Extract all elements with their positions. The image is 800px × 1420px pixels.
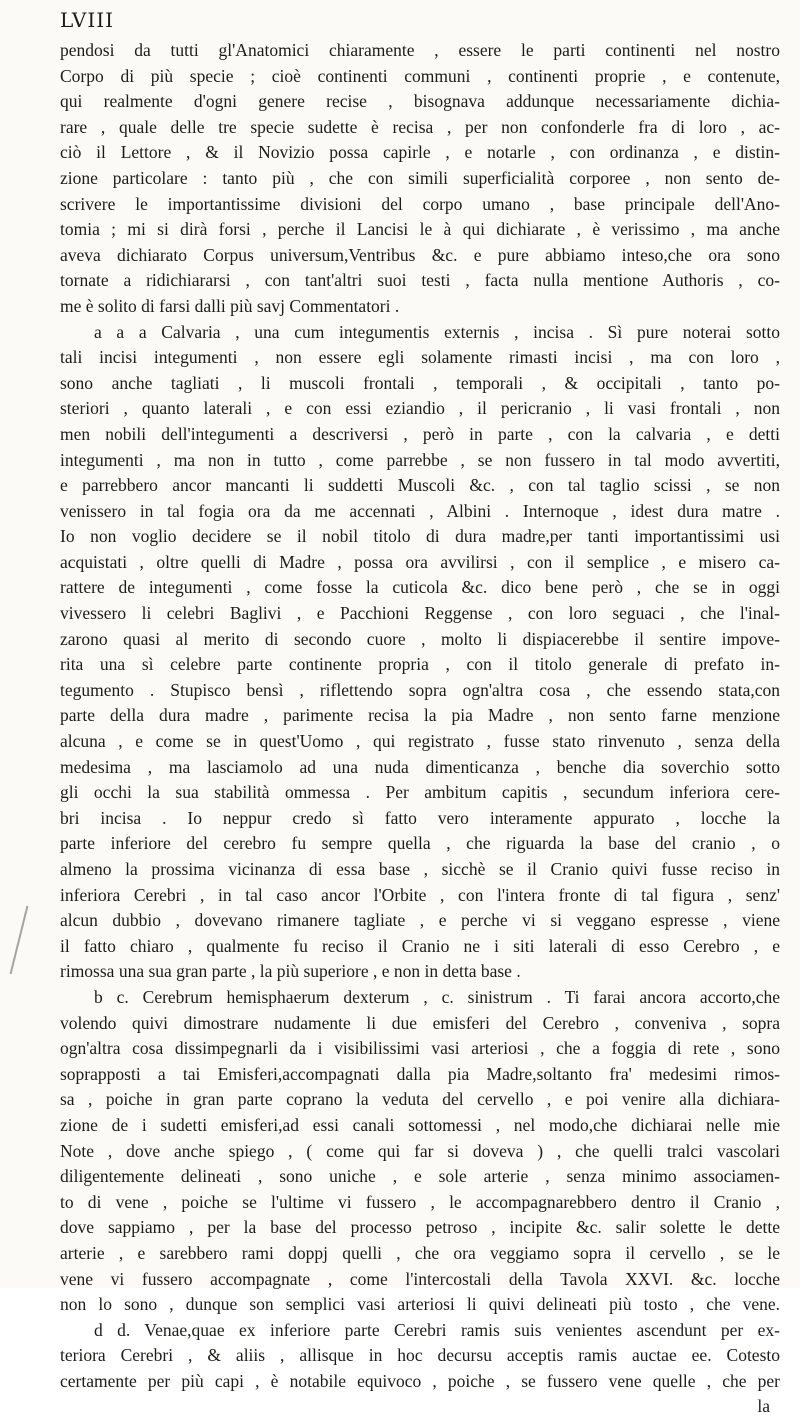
text-line: parte inferiore del cerebro fu sempre quella , che riguarda la base del cranio , o — [60, 833, 780, 854]
text-line: qui realmente d'ogni genere recise , bisognava addunque necessariamente dichia- — [60, 91, 780, 112]
text-line: rare , quale delle tre specie sudette è recisa , per non confonderle fra di loro , ac- — [60, 116, 780, 137]
text-line: to di vene , poiche se l'ultime vi fussero , le accompagnarebbero dentro il Cranio , — [60, 1191, 780, 1212]
text-line: sono anche tagliati , li muscoli frontali , temporali , & occipitali , tanto po- — [60, 372, 780, 393]
text-line: sa , poiche in gran parte coprano la veduta del cervello , e poi venire alla dichiara- — [60, 1089, 780, 1110]
text-line: me è solito di farsi dalli più savj Commentatori . — [60, 295, 400, 316]
text-line: Corpo di più specie ; cioè continenti communi , continenti proprie , e contenute, — [60, 65, 780, 86]
text-line: Note , dove anche spiego , ( come qui far si doveva ) , che quelli tralci vascolari — [60, 1140, 780, 1161]
text-line: parte della dura madre , parimente recisa la pia Madre , non sento farne menzione — [60, 705, 780, 726]
text-line: non lo sono , dunque son semplici vasi arteriosi li quivi delineati più tosto , che vene. — [60, 1294, 780, 1315]
text-line: alcuna , e come se in quest'Uomo , qui registrato , fusse stato rinvenuto , senza della — [60, 731, 780, 752]
text-line: rimossa una sua gran parte , la più superiore , e non in detta base . — [60, 961, 521, 982]
text-line: il fatto chiaro , qualmente fu reciso il Cranio ne i siti laterali di esso Cerebro , e — [60, 935, 780, 956]
body-text — [60, 38, 780, 1420]
text-line: integumenti , ma non in tutto , come parrebbe , se non fussero in tal modo avvertiti, — [60, 449, 780, 470]
text-line: bri incisa . Io neppur credo sì fatto vero interamente appurato , locche la — [60, 807, 780, 828]
text-line: rita una sì celebre parte continente propria , con il titolo generale di prefato in- — [60, 654, 780, 675]
text-line: arterie , e sarebbero rami doppj quelli , che ora veggiamo sopra il cervello , se le — [60, 1242, 780, 1263]
text-line: almeno la prossima vicinanza di essa base , sicchè se il Cranio quivi fusse reciso in — [60, 859, 780, 879]
text-line: aveva dichiarato Corpus universum,Ventribus &c. e pure abbiamo inteso,che ora sono — [60, 244, 780, 265]
text-line: certamente per più capi , è notabile equivoco , poiche , se fussero vene quelle , che per — [60, 1370, 780, 1391]
text-line: Io non voglio decidere se il nobil titolo di dura madre,per tanti importantissimi usi — [60, 526, 780, 547]
margin-scratch-mark — [10, 906, 29, 974]
text-line: pendosi da tutti gl'Anatomici chiaramente , essere le parti continenti nel nostro — [60, 40, 780, 60]
text-line: b c. Cerebrum hemisphaerum dexterum , c. sinistrum . Ti farai ancora accorto,che — [94, 986, 780, 1007]
text-line: tomia ; mi si dirà forsi , perche il Lancisi le à qui dichiarate , è verissimo , ma anche — [60, 219, 780, 240]
text-line: vivessero li celebri Baglivi , e Pacchioni Reggense , con loro seguaci , che l'inal- — [60, 603, 780, 624]
text-line: zione de i sudetti emisferi,ad essi canali sottomessi , nel modo,che dichiarai nelle mie — [60, 1114, 780, 1135]
text-line: e parrebbero ancor mancanti li suddetti Muscoli &c. , con tal taglio scissi , se non — [60, 475, 780, 496]
text-line: a a a Calvaria , una cum integumentis externis , incisa . Sì pure noterai sotto — [94, 321, 780, 342]
text-line: steriori , quanto laterali , e con essi eziandio , il pericranio , li vasi frontali , non — [60, 398, 780, 419]
text-line: zarono quasi al merito di secondo cuore , molto li dispiacerebbe il sentire impove- — [60, 628, 780, 649]
text-line: diligentemente delineati , sono uniche , e sole arterie , senza minimo associamen- — [60, 1166, 780, 1187]
text-line: ciò il Lettore , & il Novizio possa capirle , e notarle , con ordinanza , e distin- — [60, 142, 780, 163]
text-line: tornate a ridichiararsi , con tant'altri suoi testi , facta nulla mentione Authoris , co- — [60, 270, 780, 291]
text-line: ogn'altra cosa dissimpegnarli da i visibilissimi vasi arteriosi , che a foggia di rete , sono — [60, 1038, 780, 1059]
text-line: scrivere le importantissime divisioni del corpo umano , base principale dell'Ano- — [60, 193, 780, 214]
text-line: venissero in tal fogia ora da me accennati , Albini . Internoque , idest dura matre . — [60, 500, 780, 521]
text-line: d d. Venae,quae ex inferiore parte Cerebri ramis suis venientes ascendunt per ex- — [94, 1319, 780, 1340]
text-line: tali incisi integumenti , non essere egli solamente rimasti incisi , ma con loro , — [60, 347, 780, 368]
text-line: la — [757, 1396, 770, 1417]
text-line: inferiora Cerebri , in tal caso ancor l'Orbite , con l'intera fronte di tal figura , senz' — [60, 884, 780, 905]
text-line: volendo quivi dimostrare nudamente li due emisferi del Cerebro , conveniva , sopra — [60, 1012, 780, 1033]
text-line: dove sappiamo , per la base del processo petroso , incipite &c. salir solette le dette — [60, 1217, 780, 1238]
text-line: tegumento . Stupisco bensì , riflettendo sopra ogn'altra cosa , che essendo stata,con — [60, 679, 780, 700]
text-line: zione particolare : tanto più , che con simili superficialità corporee , non sento de- — [60, 167, 780, 188]
text-line: rattere de integumenti , come fosse la cuticola &c. dico bene però , che se in oggi — [60, 577, 780, 598]
text-line: alcun dubbio , dovevano rimanere tagliate , e perche vi si veggano espresse , viene — [60, 910, 780, 931]
text-line: soprapposti a tai Emisferi,accompagnati dalla pia Madre,soltanto fra' medesimi rimos- — [60, 1063, 780, 1084]
text-line: teriora Cerebri , & aliis , allisque in hoc decursu acceptis ramis auctae ee. Cotesto — [60, 1345, 780, 1366]
text-line: acquistati , oltre quelli di Madre , possa ora avvilirsi , con il semplice , e misero ca- — [60, 551, 780, 572]
text-line: medesima , ma lasciamolo ad una nuda dimenticanza , benche dia soverchio sotto — [60, 756, 780, 777]
text-line: vene vi fussero accompagnate , come l'intercostali della Tavola XXVI. &c. locche — [60, 1268, 780, 1289]
text-line: gli occhi la sua stabilità ommessa . Per ambitum capitis , secundum inferiora cere- — [60, 782, 780, 803]
page-folio: LVIII — [60, 8, 115, 32]
text-line: men nobili dell'integumenti a descriversi , però in parte , con la calvaria , e detti — [60, 423, 780, 444]
